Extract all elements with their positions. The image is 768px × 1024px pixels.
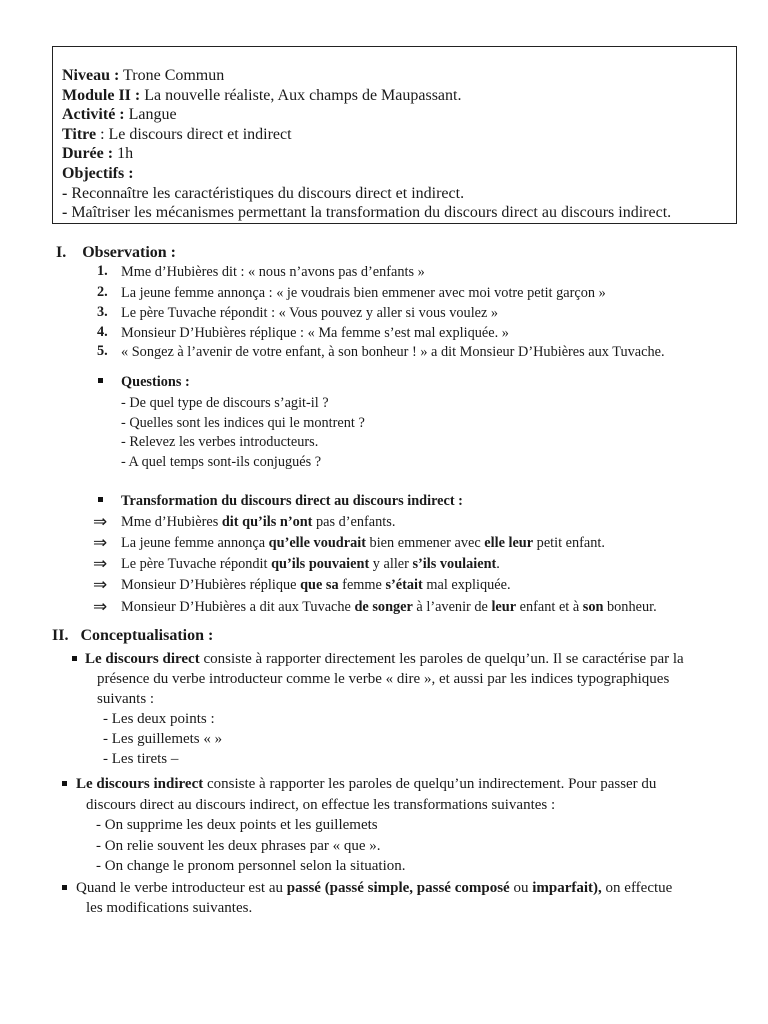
text-run: consiste à rapporter les paroles de quelqu’un indirectement. Pour passer du bbox=[203, 776, 657, 792]
text-run: La jeune femme annonça bbox=[121, 535, 269, 551]
implies-arrow-icon: ⇒ bbox=[93, 554, 108, 574]
section-number: II. bbox=[52, 627, 69, 644]
activite-line bbox=[62, 105, 736, 125]
bullet-square-icon bbox=[98, 378, 103, 383]
niveau-value: Trone Commun bbox=[123, 67, 225, 84]
implies-arrow-icon: ⇒ bbox=[93, 512, 108, 532]
list-item-number: 3. bbox=[97, 304, 108, 320]
implies-arrow-icon: ⇒ bbox=[93, 575, 108, 595]
text-run-bold: de songer bbox=[354, 599, 413, 615]
section-title-text: Conceptualisation : bbox=[80, 627, 214, 644]
text-run: bien emmener avec bbox=[365, 535, 485, 551]
list-item: - On relie souvent les deux phrases par « que ». bbox=[96, 838, 381, 854]
titre-label: Titre bbox=[62, 125, 97, 143]
indirect-term: Le discours indirect bbox=[76, 776, 204, 792]
objectif-1-dash: - bbox=[62, 184, 68, 202]
section-number: I. bbox=[56, 244, 67, 261]
list-item: - On supprime les deux points et les guillemets bbox=[96, 817, 378, 833]
list-item: - Les deux points : bbox=[103, 711, 215, 727]
text-run: femme bbox=[338, 577, 386, 593]
list-item: Le père Tuvache répondit : « Vous pouvez y aller si vous voulez » bbox=[121, 305, 499, 321]
section-title-text: Observation : bbox=[82, 244, 177, 261]
question-item: - Relevez les verbes introducteurs. bbox=[121, 434, 319, 450]
transformation-item bbox=[121, 598, 657, 616]
bullet-square-icon bbox=[72, 656, 77, 661]
duree-label: Durée : bbox=[62, 145, 114, 163]
module-line bbox=[62, 86, 736, 106]
text-run: petit enfant. bbox=[533, 535, 605, 551]
list-item-number: 5. bbox=[97, 343, 108, 359]
objectif-2-dash: - bbox=[62, 204, 68, 222]
transformation-item bbox=[121, 534, 605, 552]
list-item: La jeune femme annonça : « je voudrais bien emmener avec moi votre petit garçon » bbox=[121, 285, 606, 301]
niveau-line bbox=[62, 66, 736, 86]
transformation-item bbox=[121, 513, 395, 531]
text-run: consiste à rapporter directement les paroles de quelqu’un. Il se caractérise par la bbox=[199, 651, 684, 667]
text-run-bold: qu’ils pouvaient bbox=[271, 556, 370, 572]
text-run-bold: son bbox=[582, 599, 604, 615]
list-item-number: 4. bbox=[97, 324, 108, 340]
implies-arrow-icon: ⇒ bbox=[93, 597, 108, 617]
text-run-bold: dit qu’ils n’ont bbox=[221, 514, 313, 530]
duree-line bbox=[62, 144, 736, 164]
text-run: ou bbox=[509, 880, 533, 896]
objectifs-line bbox=[62, 164, 736, 184]
transformation-item bbox=[121, 576, 511, 594]
text-run: Monsieur D’Hubières a dit aux Tuvache bbox=[121, 599, 355, 615]
text-run-bold: que sa bbox=[300, 577, 339, 593]
text-run: y aller bbox=[369, 556, 413, 572]
direct-paragraph-line: présence du verbe introducteur comme le verbe « dire », et aussi par les indices typographiques bbox=[97, 671, 670, 687]
titre-value: : Le discours direct et indirect bbox=[100, 125, 292, 143]
transformation-heading: Transformation du discours direct au discours indirect : bbox=[121, 493, 463, 509]
question-item: - De quel type de discours s’agit-il ? bbox=[121, 395, 329, 411]
text-run-bold: passé (passé simple, passé composé bbox=[286, 880, 510, 896]
text-run-bold: s’ils voulaient bbox=[412, 556, 497, 572]
duree-value: 1h bbox=[117, 145, 134, 163]
section-conceptualisation-heading bbox=[52, 627, 213, 645]
list-item: « Songez à l’avenir de votre enfant, à son bonheur ! » a dit Monsieur D’Hubières aux Tuvache. bbox=[121, 344, 665, 360]
text-run-bold: elle leur bbox=[484, 535, 534, 551]
text-run: . bbox=[496, 556, 500, 572]
lesson-header-box bbox=[52, 46, 737, 224]
objectif-2-text: Maîtriser les mécanismes permettant la transformation du discours direct au discours indirect. bbox=[71, 204, 672, 222]
text-run: enfant et à bbox=[516, 599, 583, 615]
question-item: - A quel temps sont-ils conjugués ? bbox=[121, 454, 322, 470]
list-item: Mme d’Hubières dit : « nous n’avons pas d’enfants » bbox=[121, 264, 425, 280]
direct-paragraph-line: suivants : bbox=[97, 691, 155, 707]
text-run: mal expliquée. bbox=[422, 577, 511, 593]
activite-label: Activité : bbox=[62, 106, 125, 124]
list-item: - Les guillemets « » bbox=[103, 731, 223, 747]
indirect-paragraph-line: discours direct au discours indirect, on effectue les transformations suivantes : bbox=[86, 797, 556, 813]
list-item: - On change le pronom personnel selon la situation. bbox=[96, 858, 406, 874]
objectif-1-text: Reconnaître les caractéristiques du discours direct et indirect. bbox=[71, 184, 465, 202]
text-run: à l’avenir de bbox=[412, 599, 492, 615]
indirect-paragraph-line bbox=[76, 774, 656, 794]
activite-value: Langue bbox=[128, 106, 177, 124]
list-item-number: 2. bbox=[97, 284, 108, 300]
direct-term: Le discours direct bbox=[85, 651, 200, 667]
text-run-bold: s’était bbox=[385, 577, 423, 593]
text-run-bold: qu’elle voudrait bbox=[268, 535, 366, 551]
text-run: Mme d’Hubières bbox=[121, 514, 222, 530]
objectifs-label: Objectifs : bbox=[62, 164, 134, 182]
section-observation-heading bbox=[56, 244, 176, 262]
bullet-square-icon bbox=[62, 885, 67, 890]
list-item-number: 1. bbox=[97, 263, 108, 279]
direct-paragraph-line bbox=[85, 649, 684, 669]
module-value: La nouvelle réaliste, Aux champs de Maupassant. bbox=[144, 86, 462, 104]
objectif-1 bbox=[62, 184, 736, 204]
questions-heading: Questions : bbox=[121, 374, 190, 390]
text-run: Le père Tuvache répondit bbox=[121, 556, 272, 572]
transformation-item bbox=[121, 555, 500, 573]
text-run: bonheur. bbox=[603, 599, 657, 615]
implies-arrow-icon: ⇒ bbox=[93, 533, 108, 553]
text-run: Quand le verbe introducteur est au bbox=[76, 880, 287, 896]
text-run-bold: imparfait), bbox=[532, 880, 602, 896]
text-run: pas d’enfants. bbox=[312, 514, 396, 530]
titre-line bbox=[62, 125, 736, 145]
text-run: Monsieur D’Hubières réplique bbox=[121, 577, 301, 593]
passe-paragraph-line: les modifications suivantes. bbox=[86, 900, 253, 916]
passe-paragraph-line bbox=[76, 878, 672, 898]
text-run: on effectue bbox=[601, 880, 673, 896]
list-item: - Les tirets – bbox=[103, 751, 179, 767]
text-run-bold: leur bbox=[491, 599, 517, 615]
list-item: Monsieur D’Hubières réplique : « Ma femme s’est mal expliquée. » bbox=[121, 325, 509, 341]
niveau-label: Niveau : bbox=[62, 67, 120, 84]
module-label: Module II : bbox=[62, 86, 141, 104]
objectif-2 bbox=[62, 203, 736, 223]
bullet-square-icon bbox=[62, 781, 67, 786]
bullet-square-icon bbox=[98, 497, 103, 502]
question-item: - Quelles sont les indices qui le montrent ? bbox=[121, 415, 365, 431]
